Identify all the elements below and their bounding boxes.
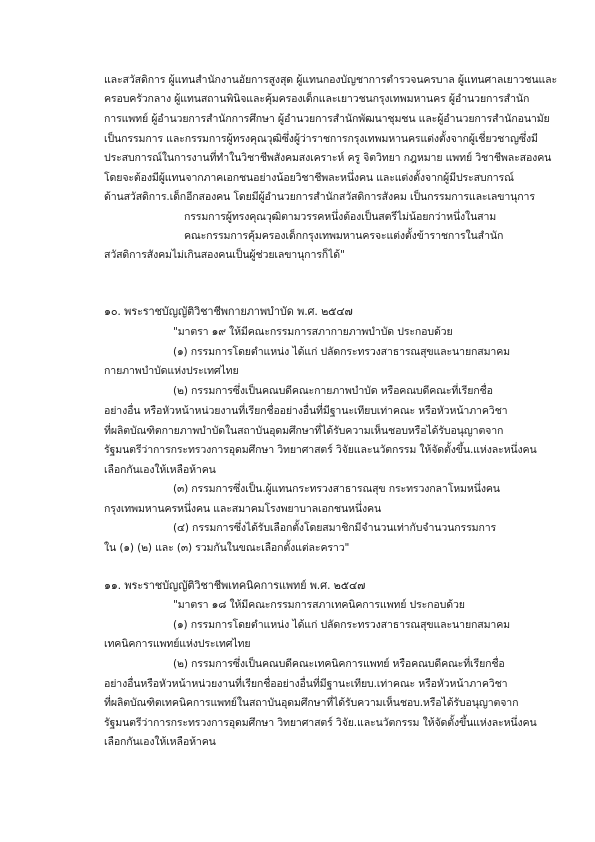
intro-line-2: ครอบครัวกลาง ผู้แทนสถานพินิจและคุ้มครองเด็กและเยาวชนกรุงเทพมหานคร ผู้อำนวยการสำนัก bbox=[104, 93, 530, 105]
section-11-heading: ๑๑. พระราชบัญญัติวิชาชีพเทคนิคการแพทย์ พ.ศ. ๒๕๔๗ bbox=[104, 579, 366, 592]
section-10-line-8: เลือกกันเองให้เหลือห้าคน bbox=[104, 464, 216, 476]
intro-line-4: เป็นกรรมการ และกรรมการผู้ทรงคุณวุฒิซึ่งผู้ว่าราชการกรุงเทพมหานครแต่งตั้งจากผู้เชี่ยวชาญซึ่งมี bbox=[104, 133, 538, 145]
section-11-line-7: รัฐมนตรีว่าการกระทรวงการอุดมศึกษา วิทยาศาสตร์ วิจัย.และนวัตกรรม ให้จัดตั้งขึ้นแห่งละหนึ่งคน bbox=[104, 717, 537, 729]
intro-line-10: สวัสดิการสังคมไม่เกินสองคนเป็นผู้ช่วยเลขานุการก็ได้" bbox=[104, 249, 345, 261]
section-10-line-6: ที่ผลิตบัณฑิตกายภาพบำบัดในสถาบันอุดมศึกษาที่ได้รับความเห็นชอบหรือได้รับอนุญาตจาก bbox=[104, 425, 504, 437]
section-11-line-4: (๒) กรรมการซึ่งเป็นคณบดีคณะเทคนิคการแพทย์ หรือคณบดีคณะที่เรียกชื่อ bbox=[173, 658, 505, 670]
intro-line-1: และสวัสดิการ ผู้แทนสำนักงานอัยการสูงสุด ผู้แทนกองบัญชาการตำรวจนครบาล ผู้แทนศาลเยาวชนและ bbox=[104, 74, 558, 86]
section-10-line-3: กายภาพบำบัดแห่งประเทศไทย bbox=[104, 365, 239, 377]
intro-line-9: คณะกรรมการคุ้มครองเด็กกรุงเทพมหานครจะแต่งตั้งข้าราชการในสำนัก bbox=[184, 230, 504, 242]
section-10-line-11: (๔) กรรมการซึ่งได้รับเลือกตั้งโดยสมาชิกมีจำนวนเท่ากับจำนวนกรรมการ bbox=[173, 522, 497, 534]
section-10-heading: ๑๐. พระราชบัญญัติวิชาชีพกายภาพบำบัด พ.ศ. ๒๕๔๗ bbox=[104, 305, 353, 318]
intro-line-8: กรรมการผู้ทรงคุณวุฒิตามวรรคหนึ่งต้องเป็นสตรีไม่น้อยกว่าหนึ่งในสาม bbox=[184, 211, 497, 223]
section-10-line-7: รัฐมนตรีว่าการกระทรวงการอุดมศึกษา วิทยาศาสตร์ วิจัยและนวัตกรรม ให้จัดตั้งขึ้น.แห่งละหนึ่งคน bbox=[104, 444, 537, 456]
section-10-line-2: (๑) กรรมการโดยตำแหน่ง ได้แก่ ปลัดกระทรวงสาธารณสุขและนายกสมาคม bbox=[173, 346, 510, 358]
section-11-line-5: อย่างอื่นหรือหัวหน้าหน่วยงานที่เรียกชื่ออย่างอื่นที่มีฐานะเทียบ.เท่าคณะ หรือหัวหน้าภาควิชา bbox=[104, 678, 508, 690]
section-10-line-1: "มาตรา ๑๙ ให้มีคณะกรรมการสภากายภาพบำบัด ประกอบด้วย bbox=[173, 326, 453, 338]
section-10-line-4: (๒) กรรมการซึ่งเป็นคณบดีคณะกายภาพบำบัด หรือคณบดีคณะที่เรียกชื่อ bbox=[173, 385, 493, 397]
section-11-line-2: (๑) กรรมการโดยตำแหน่ง ได้แก่ ปลัดกระทรวงสาธารณสุขและนายกสมาคม bbox=[173, 619, 510, 631]
section-11-line-8: เลือกกันเองให้เหลือห้าคน bbox=[104, 736, 216, 748]
intro-line-3: การแพทย์ ผู้อำนวยการสำนักการศึกษา ผู้อำนวยการสำนักพัฒนาชุมชน และผู้อำนวยการสำนักอนามัย bbox=[104, 113, 550, 125]
intro-line-6: โดยจะต้องมีผู้แทนจากภาคเอกชนอย่างน้อยวิชาชีพละหนึ่งคน และแต่งตั้งจากผู้มีประสบการณ์ bbox=[104, 172, 514, 184]
section-11-line-1: "มาตรา ๑๘ ให้มีคณะกรรมการสภาเทคนิคการแพทย์ ประกอบด้วย bbox=[173, 599, 465, 611]
section-11-line-6: ที่ผลิตบัณฑิตเทคนิคการแพทย์ในสถาบันอุดมศึกษาที่ได้รับความเห็นชอบ.หรือได้รับอนุญาตจาก bbox=[104, 697, 519, 709]
section-10-line-12: ใน (๑) (๒) และ (๓) รวมกันในขณะเลือกตั้งแต่ละคราว" bbox=[104, 542, 350, 554]
section-10-line-5: อย่างอื่น หรือหัวหน้าหน่วยงานที่เรียกชื่ออย่างอื่นที่มีฐานะเทียบเท่าคณะ หรือหัวหน้าภาควิชา bbox=[104, 405, 508, 417]
section-10-line-9: (๓) กรรมการซึ่งเป็น.ผู้แทนกระทรวงสาธารณสุข กระทรวงกลาโหมหนึ่งคน bbox=[173, 483, 500, 495]
section-11-line-3: เทคนิคการแพทย์แห่งประเทศไทย bbox=[104, 638, 251, 650]
intro-line-7: ด้านสวัสดิการ.เด็กอีกสองคน โดยมีผู้อำนวยการสำนักสวัสดิการสังคม เป็นกรรมการและเลขานุการ bbox=[104, 191, 535, 203]
section-10-line-10: กรุงเทพมหานครหนึ่งคน และสมาคมโรงพยาบาลเอกชนหนึ่งคน bbox=[104, 503, 382, 515]
intro-line-5: ประสบการณ์ในการงานที่ทำในวิชาชีพสังคมสงเคราะห์ ครู จิตวิทยา กฎหมาย แพทย์ วิชาชีพละสองคน bbox=[104, 152, 552, 164]
